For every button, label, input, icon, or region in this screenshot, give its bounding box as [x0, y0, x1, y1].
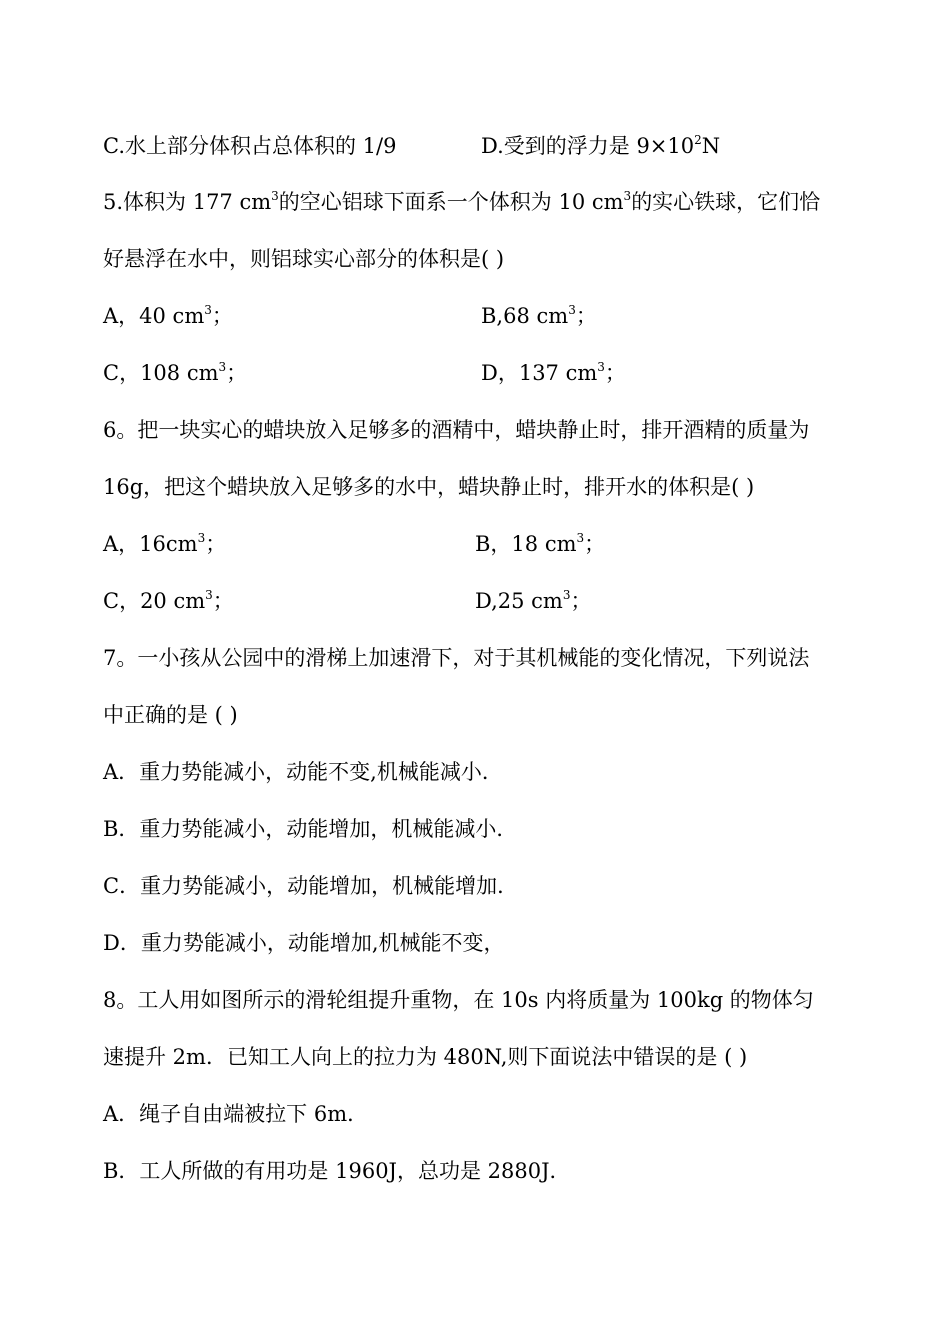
q6-option-b: B，18 $cm^3$； [475, 531, 606, 556]
q8-stem-line-2: 速提升 2m．已知工人向上的拉力为 480N,则下面说法中错误的是 ( ) [103, 1045, 748, 1069]
q5-option-a: A，40 $cm^3$； [103, 303, 233, 328]
q7-option-a: A．重力势能减小，动能不变,机械能减小． [103, 760, 503, 784]
q8-stem-line-1: 8。工人用如图所示的滑轮组提升重物，在 10s 内将质量为 100kg 的物体匀 [103, 988, 814, 1012]
q6-stem-line-2: 16g，把这个蜡块放入足够多的水中，蜡块静止时，排开水的体积是( ) [103, 475, 755, 499]
q7-option-c: C．重力势能减小，动能增加，机械能增加． [103, 874, 519, 898]
q7-option-d: D．重力势能减小，动能增加,机械能不变， [103, 931, 505, 955]
q7-stem-line-2: 中正确的是 ( ) [103, 703, 238, 727]
q5-stem-line-1: 5.体积为 177 $cm^3$的空心铝球下面系一个体积为 10 $cm^3$的实心铁球，它们恰 [103, 189, 821, 214]
q5-stem-line-2: 好悬浮在水中，则铝球实心部分的体积是( ) [103, 247, 505, 271]
q8-option-b: B．工人所做的有用功是 1960J，总功是 2880J． [103, 1159, 571, 1183]
q4-option-c: C.水上部分体积占总体积的 1/9 [103, 134, 397, 158]
q5-option-c: C，108 $cm^3$； [103, 360, 248, 385]
q6-option-d: D,25 $cm^3$； [475, 588, 592, 613]
q6-option-c: C，20 $cm^3$； [103, 588, 234, 613]
q8-option-a: A．绳子自由端被拉下 6m． [103, 1102, 369, 1126]
q6-stem-line-1: 6。把一块实心的蜡块放入足够多的酒精中，蜡块静止时，排开酒精的质量为 [103, 418, 810, 442]
q5-option-d: D，137 $cm^3$； [481, 360, 626, 385]
q7-stem-line-1: 7。一小孩从公园中的滑梯上加速滑下，对于其机械能的变化情况，下列说法 [103, 646, 810, 670]
q6-option-a: A，$16cm^3$； [103, 531, 227, 556]
q4-option-d: D.受到的浮力是 $9\times 10^2N$ [481, 133, 721, 158]
q7-option-b: B．重力势能减小，动能增加，机械能减小． [103, 817, 518, 841]
q5-option-b: B,68 $cm^3$； [481, 303, 597, 328]
